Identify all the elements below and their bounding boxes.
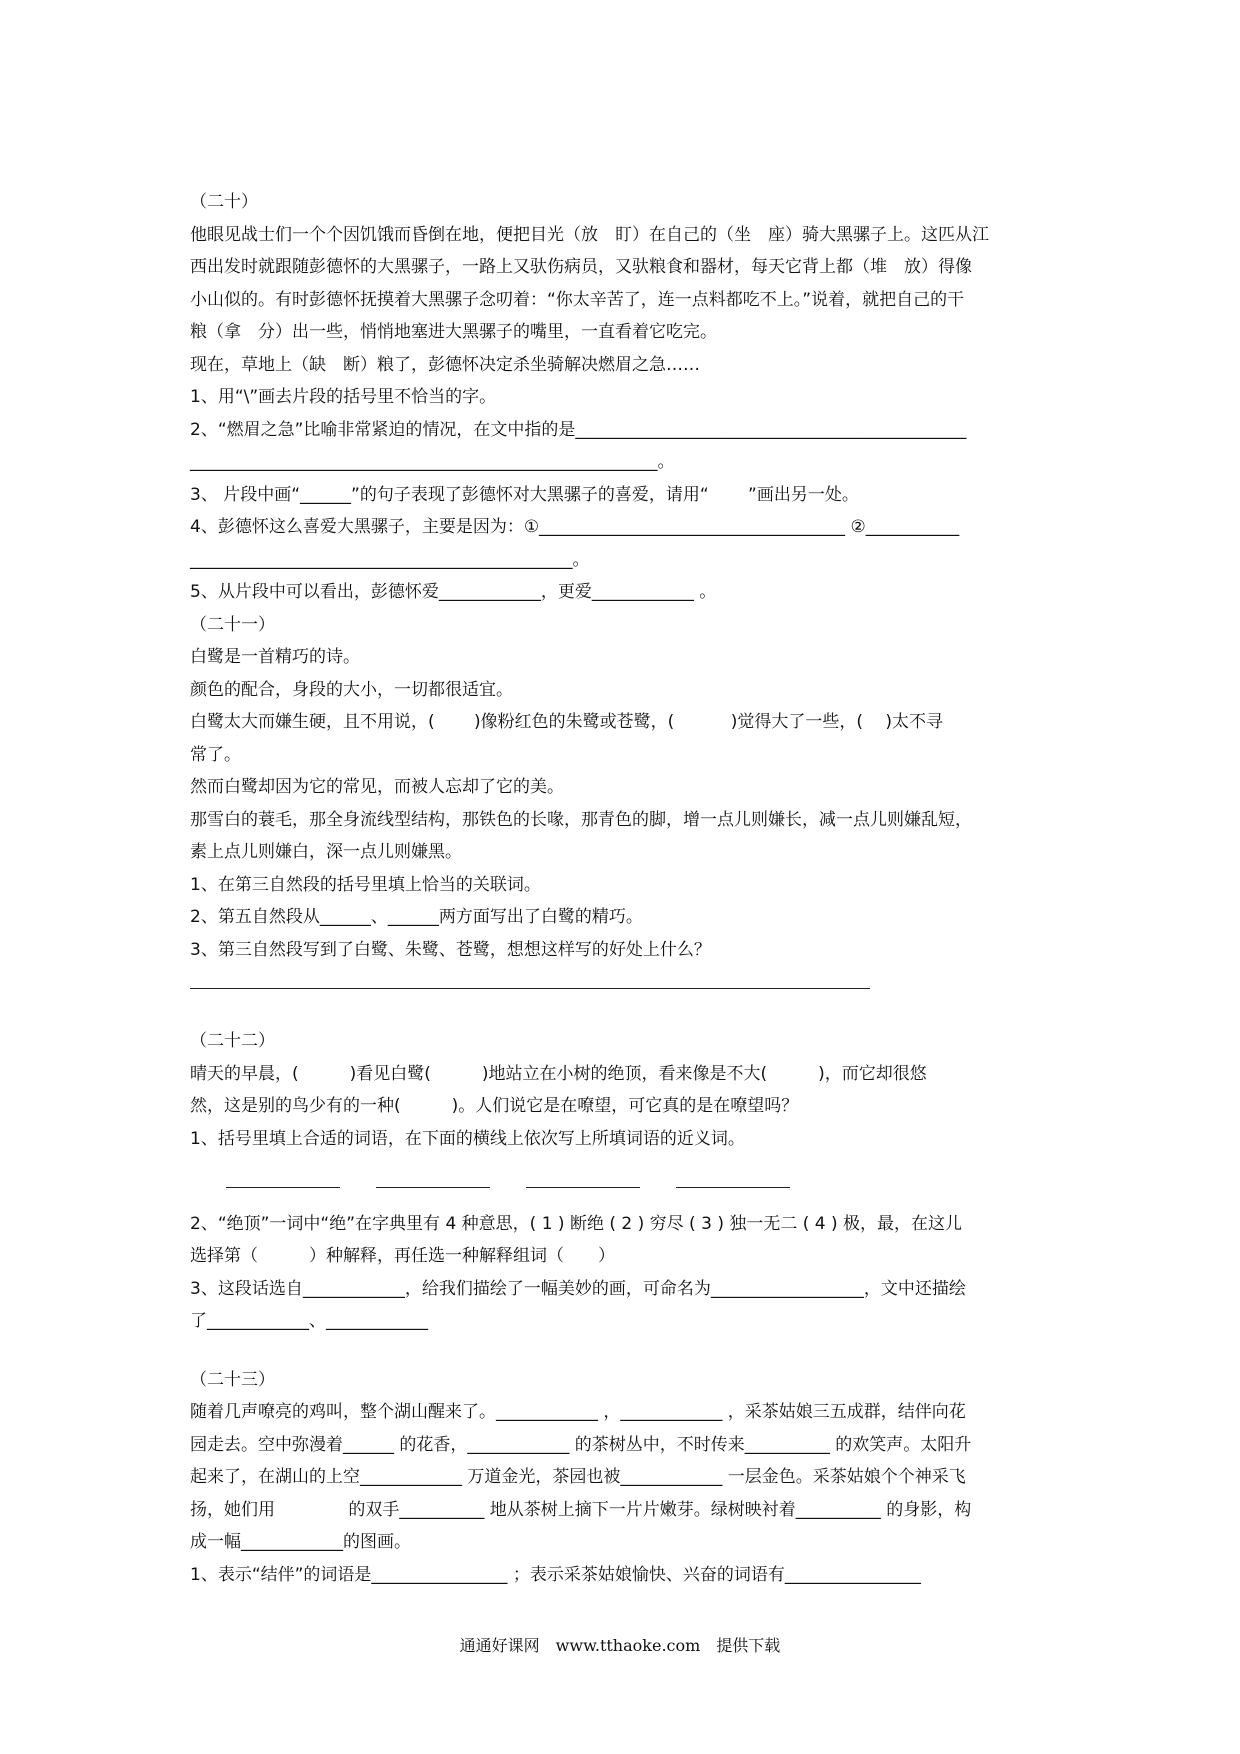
- text-line: 成一幅____________的图画。: [190, 1532, 411, 1552]
- section-23: [190, 1364, 1060, 1592]
- blank-line: [526, 1167, 640, 1188]
- page-footer: 通通好课网 www.tthaoke.com 提供下载: [459, 1636, 781, 1655]
- question-line: 5、从片段中可以看出，彭德怀爱____________，更爱____________ 。: [190, 582, 717, 602]
- text-line: 然，这是别的鸟少有的一种( )。人们说它是在嘹望，可它真的是在嘹望吗？: [190, 1096, 799, 1116]
- text-line: 园走去。空中弥漫着______ 的花香，____________ 的茶树丛中，不时传来__________ 的欢笑声。太阳升: [190, 1434, 972, 1455]
- document-body: [190, 186, 1060, 1591]
- text-line: 他眼见战士们一个个因饥饿而昏倒在地，便把目光（放 盯）在自己的（坐 座）骑大黑骡子上。这匹从江: [190, 224, 989, 245]
- section-21: [190, 609, 1060, 1026]
- answer-line: _______________________________________________________。: [190, 452, 675, 472]
- question-line: 2、“绝顶”一词中“绝”在字典里有 4 种意思，( 1 ) 断绝 ( 2 ) 穷尽 ( 3 ) 独一无二 ( 4 ) 极，最，在这儿: [190, 1213, 963, 1234]
- text-line: 起来了，在湖山的上空____________ 万道金光，茶园也被____________ 一层金色。采茶姑娘个个神采飞: [190, 1467, 966, 1487]
- blank-line: [226, 1167, 340, 1188]
- text-line: 小山似的。有时彭德怀抚摸着大黑骡子念叨着：“你太辛苦了，连一点料都吃不上。”说着，就把自己的干: [190, 289, 965, 310]
- text-line: 粮（拿 分）出一些，悄悄地塞进大黑骡子的嘴里，一直看着它吃完。: [190, 322, 717, 342]
- question-line: 1、用“\”画去片段的括号里不恰当的字。: [190, 387, 497, 407]
- section-20: [190, 186, 1060, 609]
- text-line: 常了。: [190, 744, 241, 765]
- section-header: （二十一）: [190, 614, 275, 635]
- text-line: 然而白鹭却因为它的常见，而被人忘却了它的美。: [190, 777, 564, 797]
- text-line: 现在，草地上（缺 断）粮了，彭德怀决定杀坐骑解决燃眉之急……: [190, 354, 700, 375]
- question-line: 1、括号里填上合适的词语，在下面的横线上依次写上所填词语的近义词。: [190, 1128, 745, 1149]
- question-line: 1、在第三自然段的括号里填上恰当的关联词。: [190, 874, 541, 895]
- question-line: 4、彭德怀这么喜爱大黑骡子，主要是因为：①____________________________________ ②___________: [190, 517, 960, 537]
- text-line: 扬，她们用 的双手__________ 地从茶树上摘下一片片嫩芽。绿树映衬着__________ 的身影，构: [190, 1499, 972, 1520]
- blank-line: [676, 1167, 790, 1188]
- text-line: 西出发时就跟随彭德怀的大黑骡子，一路上又驮伤病员，又驮粮食和器材，每天它背上都（堆 放）得像: [190, 257, 972, 277]
- synonym-blanks: [190, 1155, 1060, 1188]
- text-line: 白鹭太大而嫌生硬，且不用说，( )像粉红色的朱鹭或苍鹭，( )觉得大了一些，( )太不寻: [190, 712, 944, 732]
- question-line: 3、这段话选自____________，给我们描绘了一幅美妙的画，可命名为__________________，文中还描绘: [190, 1278, 966, 1299]
- section-22: [190, 1025, 1060, 1364]
- text-line: 晴天的早晨，( )看见白鹭( )地站立在小树的绝顶，看来像是不大( )，而它却很悠: [190, 1063, 927, 1084]
- question-line: 3、第三自然段写到了白鹭、朱鹭、苍鹭，想想这样写的好处上什么？: [190, 939, 711, 960]
- text-line: 随着几声嘹亮的鸡叫，整个湖山醒来了。____________ ，____________ ，采茶姑娘三五成群，结伴向花: [190, 1402, 966, 1422]
- question-line: 选择第（ ）种解释，再任选一种解释组词（ ）: [190, 1246, 615, 1266]
- question-line: 2、第五自然段从______、______两方面写出了白鹭的精巧。: [190, 907, 643, 927]
- question-line: 1、表示“结伴”的词语是________________ ；表示采茶姑娘愉快、兴奋的词语有________________: [190, 1564, 921, 1585]
- answer-line: _____________________________________________。: [190, 549, 590, 570]
- section-header: （二十三）: [190, 1369, 275, 1390]
- text-line: 白鹭是一首精巧的诗。: [190, 647, 360, 667]
- text-line: 颜色的配合，身段的大小，一切都很适宜。: [190, 679, 513, 700]
- section-header: （二十二）: [190, 1031, 275, 1051]
- text-line: 素上点儿则嫌白，深一点儿则嫌黑。: [190, 842, 462, 862]
- text-line: 那雪白的蓑毛，那全身流线型结构，那铁色的长喙，那青色的脚，增一点儿则嫌长，减一点儿则嫌乱短，: [190, 809, 972, 830]
- answer-rule: [190, 966, 870, 989]
- blank-line: [376, 1167, 490, 1188]
- section-header: （二十）: [190, 192, 258, 212]
- question-line: 3、 片段中画“______”的句子表现了彭德怀对大黑骡子的喜爱，请用“ ”画出另一处。: [190, 484, 859, 505]
- question-line: 2、“燃眉之急”比喻非常紧迫的情况，在文中指的是______________________________________________: [190, 419, 967, 440]
- question-line: 了____________、____________: [190, 1311, 428, 1331]
